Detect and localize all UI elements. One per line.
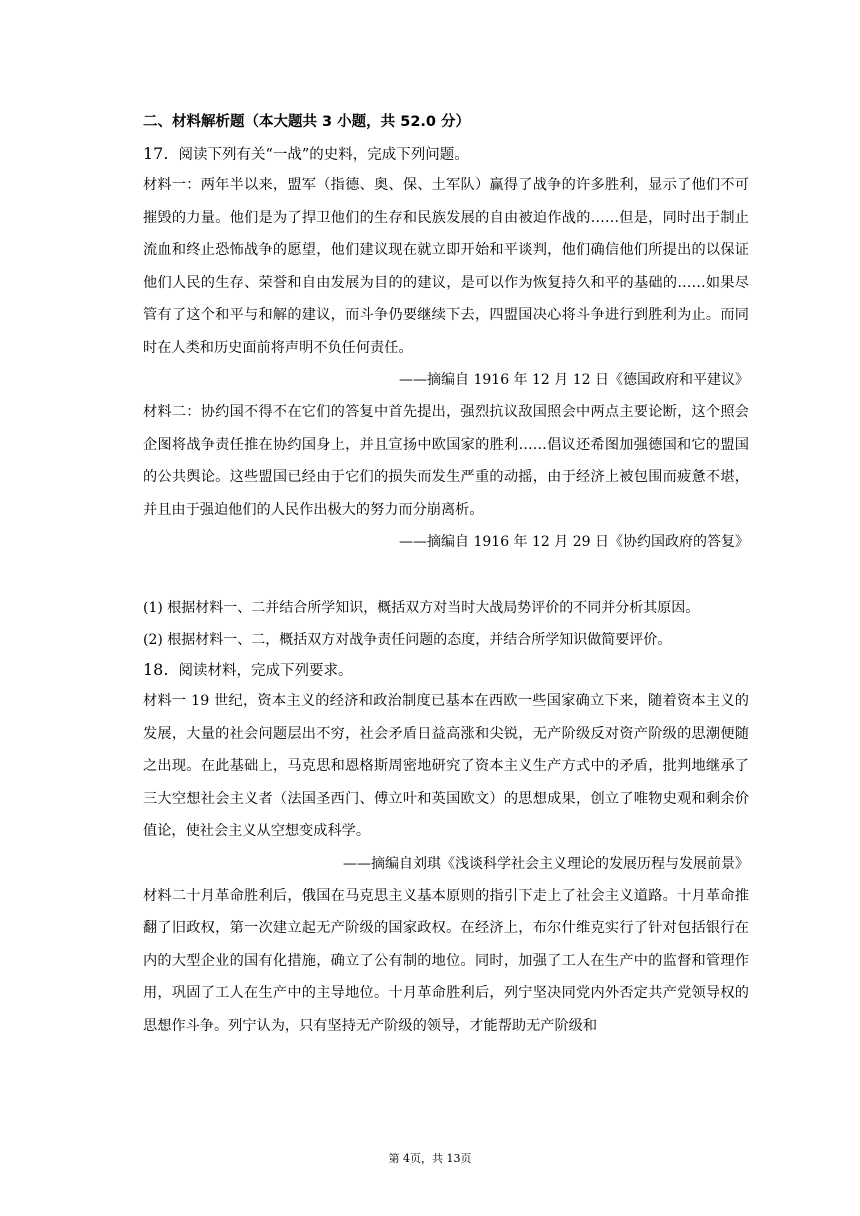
q17-source-1: ——摘编自 1916 年 12 月 12 日《德国政府和平建议》 bbox=[399, 372, 749, 388]
q17-material-2: 材料二：协约国不得不在它们的答复中首先提出，强烈抗议敌国照会中两点主要论断，这个照会企图将战争责任推在协约国身上，并且宣扬中欧国家的胜利……倡议还希图加强德国和它的盟国的公共舆论。这些盟国已经由于它们的损失而发生严重的动摇，由于经济上被包围而疲惫不堪，并且由于强迫他们的人民作出极大的努力而分崩离析。 bbox=[143, 404, 749, 518]
spacer bbox=[143, 558, 749, 592]
section-title: 二、材料解析题（本大题共 3 小题，共 52.0 分） bbox=[143, 114, 471, 130]
question-17-prompt: 阅读下列有关“一战”的史料，完成下列问题。 bbox=[178, 147, 469, 163]
q18-source-1: ——摘编自刘琪《浅谈科学社会主义理论的发展历程与发展前景》 bbox=[343, 855, 749, 872]
q17-source-2: ——摘编自 1916 年 12 月 29 日《协约国政府的答复》 bbox=[399, 534, 749, 550]
q17-subquestion-2: (2) 根据材料一、二，概括双方对战争责任问题的态度，并结合所学知识做简要评价。 bbox=[143, 632, 672, 648]
question-18-number: 18. bbox=[143, 660, 169, 679]
page-content bbox=[143, 108, 749, 1042]
page-footer: 第 4页，共 13页 bbox=[388, 1152, 472, 1165]
question-18-prompt: 阅读材料，完成下列要求。 bbox=[178, 663, 353, 679]
q17-material-1: 材料一：两年半以来，盟军（指德、奥、保、土军队）赢得了战争的许多胜利，显示了他们不可摧毁的力量。他们是为了捍卫他们的生存和民族发展的自由被迫作战的……但是，同时出于制止流血和终止恐怖战争的愿望，他们建议现在就立即开始和平谈判，他们确信他们所提出的以保证他们人民的生存、荣誉和自由发展为目的的建议，是可以作为恢复持久和平的基础的……如果尽管有了这个和平与和解的建议，而斗争仍要继续下去，四盟国决心将斗争进行到胜利为止。而同时在人类和历史面前将声明不负任何责任。 bbox=[143, 177, 749, 356]
q18-material-2: 材料二十月革命胜利后，俄国在马克思主义基本原则的指引下走上了社会主义道路。十月革命推翻了旧政权，第一次建立起无产阶级的国家政权。在经济上，布尔什维克实行了针对包括银行在内的大型企业的国有化措施，确立了公有制的地位。同时，加强了工人在生产中的监督和管理作用，巩固了工人在生产中的主导地位。十月革命胜利后，列宁坚决同党内外否定共产党领导权的思想作斗争。列宁认为，只有坚持无产阶级的领导，才能帮助无产阶级和 bbox=[143, 887, 749, 1034]
q17-subquestion-1: (1) 根据材料一、二并结合所学知识，概括双方对当时大战局势评价的不同并分析其原因。 bbox=[143, 600, 700, 616]
question-17-number: 17. bbox=[143, 144, 169, 163]
question-18-header bbox=[143, 656, 749, 685]
q18-material-1: 材料一 19 世纪，资本主义的经济和政治制度已基本在西欧一些国家确立下来，随着资本主义的发展，大量的社会问题层出不穷，社会矛盾日益高涨和尖锐，无产阶级反对资产阶级的思潮便随之出现。在此基础上，马克思和恩格斯周密地研究了资本主义生产方式中的矛盾，批判地继承了三大空想社会主义者（法国圣西门、傅立叶和英国欧文）的思想成果，创立了唯物史观和剩余价值论，使社会主义从空想变成科学。 bbox=[143, 693, 749, 839]
question-17-header bbox=[143, 140, 749, 169]
